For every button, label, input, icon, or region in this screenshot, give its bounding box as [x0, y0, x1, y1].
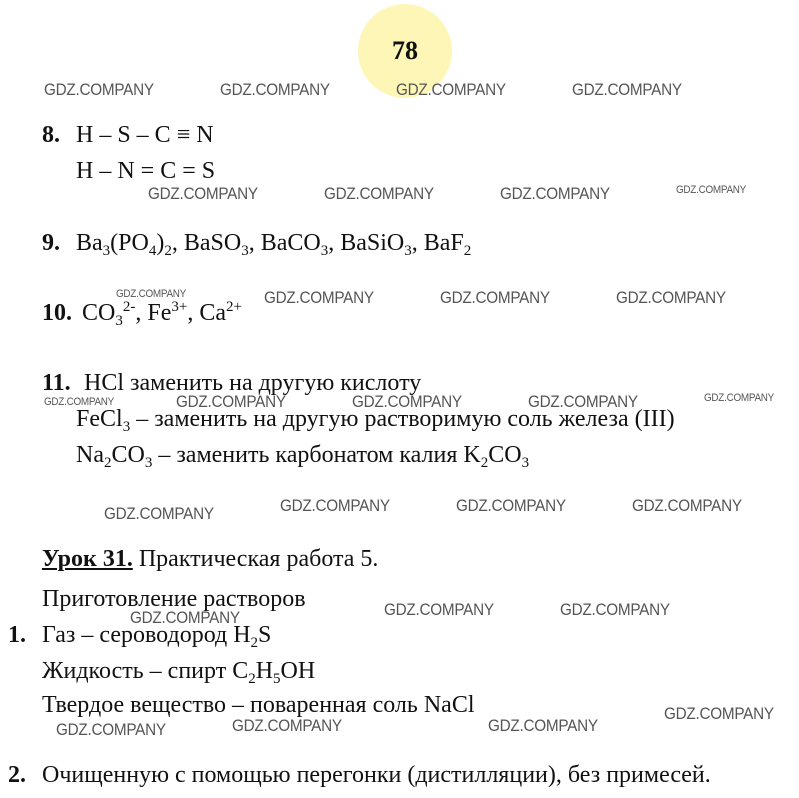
watermark: GDZ.COMPANY [176, 392, 286, 411]
watermark: GDZ.COMPANY [220, 80, 330, 99]
item-1-line-2: Жидкость – спирт $C_2H_5OH$ [42, 658, 316, 687]
item-1-number: 1. [8, 622, 26, 648]
watermark: GDZ.COMPANY [44, 80, 154, 99]
lesson-title: Урок 31. [42, 546, 133, 572]
q11-line-3: $Na_2CO_3$ – заменить карбонатом калия $K_2CO_3$ [76, 442, 530, 471]
item-1-line-3: Твердое вещество – поваренная соль NaCl [42, 692, 475, 718]
watermark: GDZ.COMPANY [44, 396, 115, 408]
watermark: GDZ.COMPANY [676, 184, 747, 196]
question-11-number: 11. [42, 370, 71, 396]
watermark: GDZ.COMPANY [572, 80, 682, 99]
question-10-number: 10. [42, 300, 72, 326]
watermark: GDZ.COMPANY [560, 600, 670, 619]
item-1-line-1: Газ – сероводород $H_2S$ [42, 622, 272, 651]
q11-line-2: FeCl$_3$ – заменить на другую растворимую соль железа (III) [76, 406, 675, 435]
watermark: GDZ.COMPANY [440, 288, 550, 307]
watermark: GDZ.COMPANY [280, 496, 390, 515]
q10-text: $CO_3^{2-}$, $Fe^{3+}$, $Ca^{2+}$ [82, 299, 242, 329]
watermark: GDZ.COMPANY [528, 392, 638, 411]
watermark: GDZ.COMPANY [396, 80, 506, 99]
watermark: GDZ.COMPANY [704, 392, 775, 404]
watermark: GDZ.COMPANY [384, 600, 494, 619]
watermark: GDZ.COMPANY [456, 496, 566, 515]
q11-line-1: HCl заменить на другую кислоту [84, 370, 422, 396]
watermark: GDZ.COMPANY [488, 716, 598, 735]
lesson-heading [42, 544, 378, 574]
watermark: GDZ.COMPANY [664, 704, 774, 723]
watermark: GDZ.COMPANY [130, 608, 240, 627]
watermark: GDZ.COMPANY [232, 716, 342, 735]
watermark: GDZ.COMPANY [632, 496, 742, 515]
watermark: GDZ.COMPANY [324, 184, 434, 203]
watermark: GDZ.COMPANY [116, 288, 187, 300]
item-2-number: 2. [8, 762, 26, 788]
watermark: GDZ.COMPANY [56, 720, 166, 739]
item-2-text: Очищенную с помощью перегонки (дистилляции), без примесей. [42, 762, 711, 788]
q9-text: $Ba_3(PO_4)_2$, BaSO$_3$, BaCO$_3$, BaSiO$_3$, BaF$_2$ [76, 230, 472, 259]
q8-line-2: H – N = C = S [76, 158, 216, 184]
watermark: GDZ.COMPANY [616, 288, 726, 307]
watermark: GDZ.COMPANY [352, 392, 462, 411]
watermark: GDZ.COMPANY [104, 504, 214, 523]
watermark: GDZ.COMPANY [264, 288, 374, 307]
question-9-number: 9. [42, 230, 60, 256]
watermark: GDZ.COMPANY [500, 184, 610, 203]
watermark: GDZ.COMPANY [148, 184, 258, 203]
prep-title: Приготовление растворов [42, 586, 306, 612]
question-8-number: 8. [42, 122, 60, 148]
lesson-subtitle: Практическая работа 5. [138, 546, 379, 572]
page-number: 78 [392, 36, 418, 65]
q8-line-1: H – S – C ≡ N [76, 122, 214, 148]
